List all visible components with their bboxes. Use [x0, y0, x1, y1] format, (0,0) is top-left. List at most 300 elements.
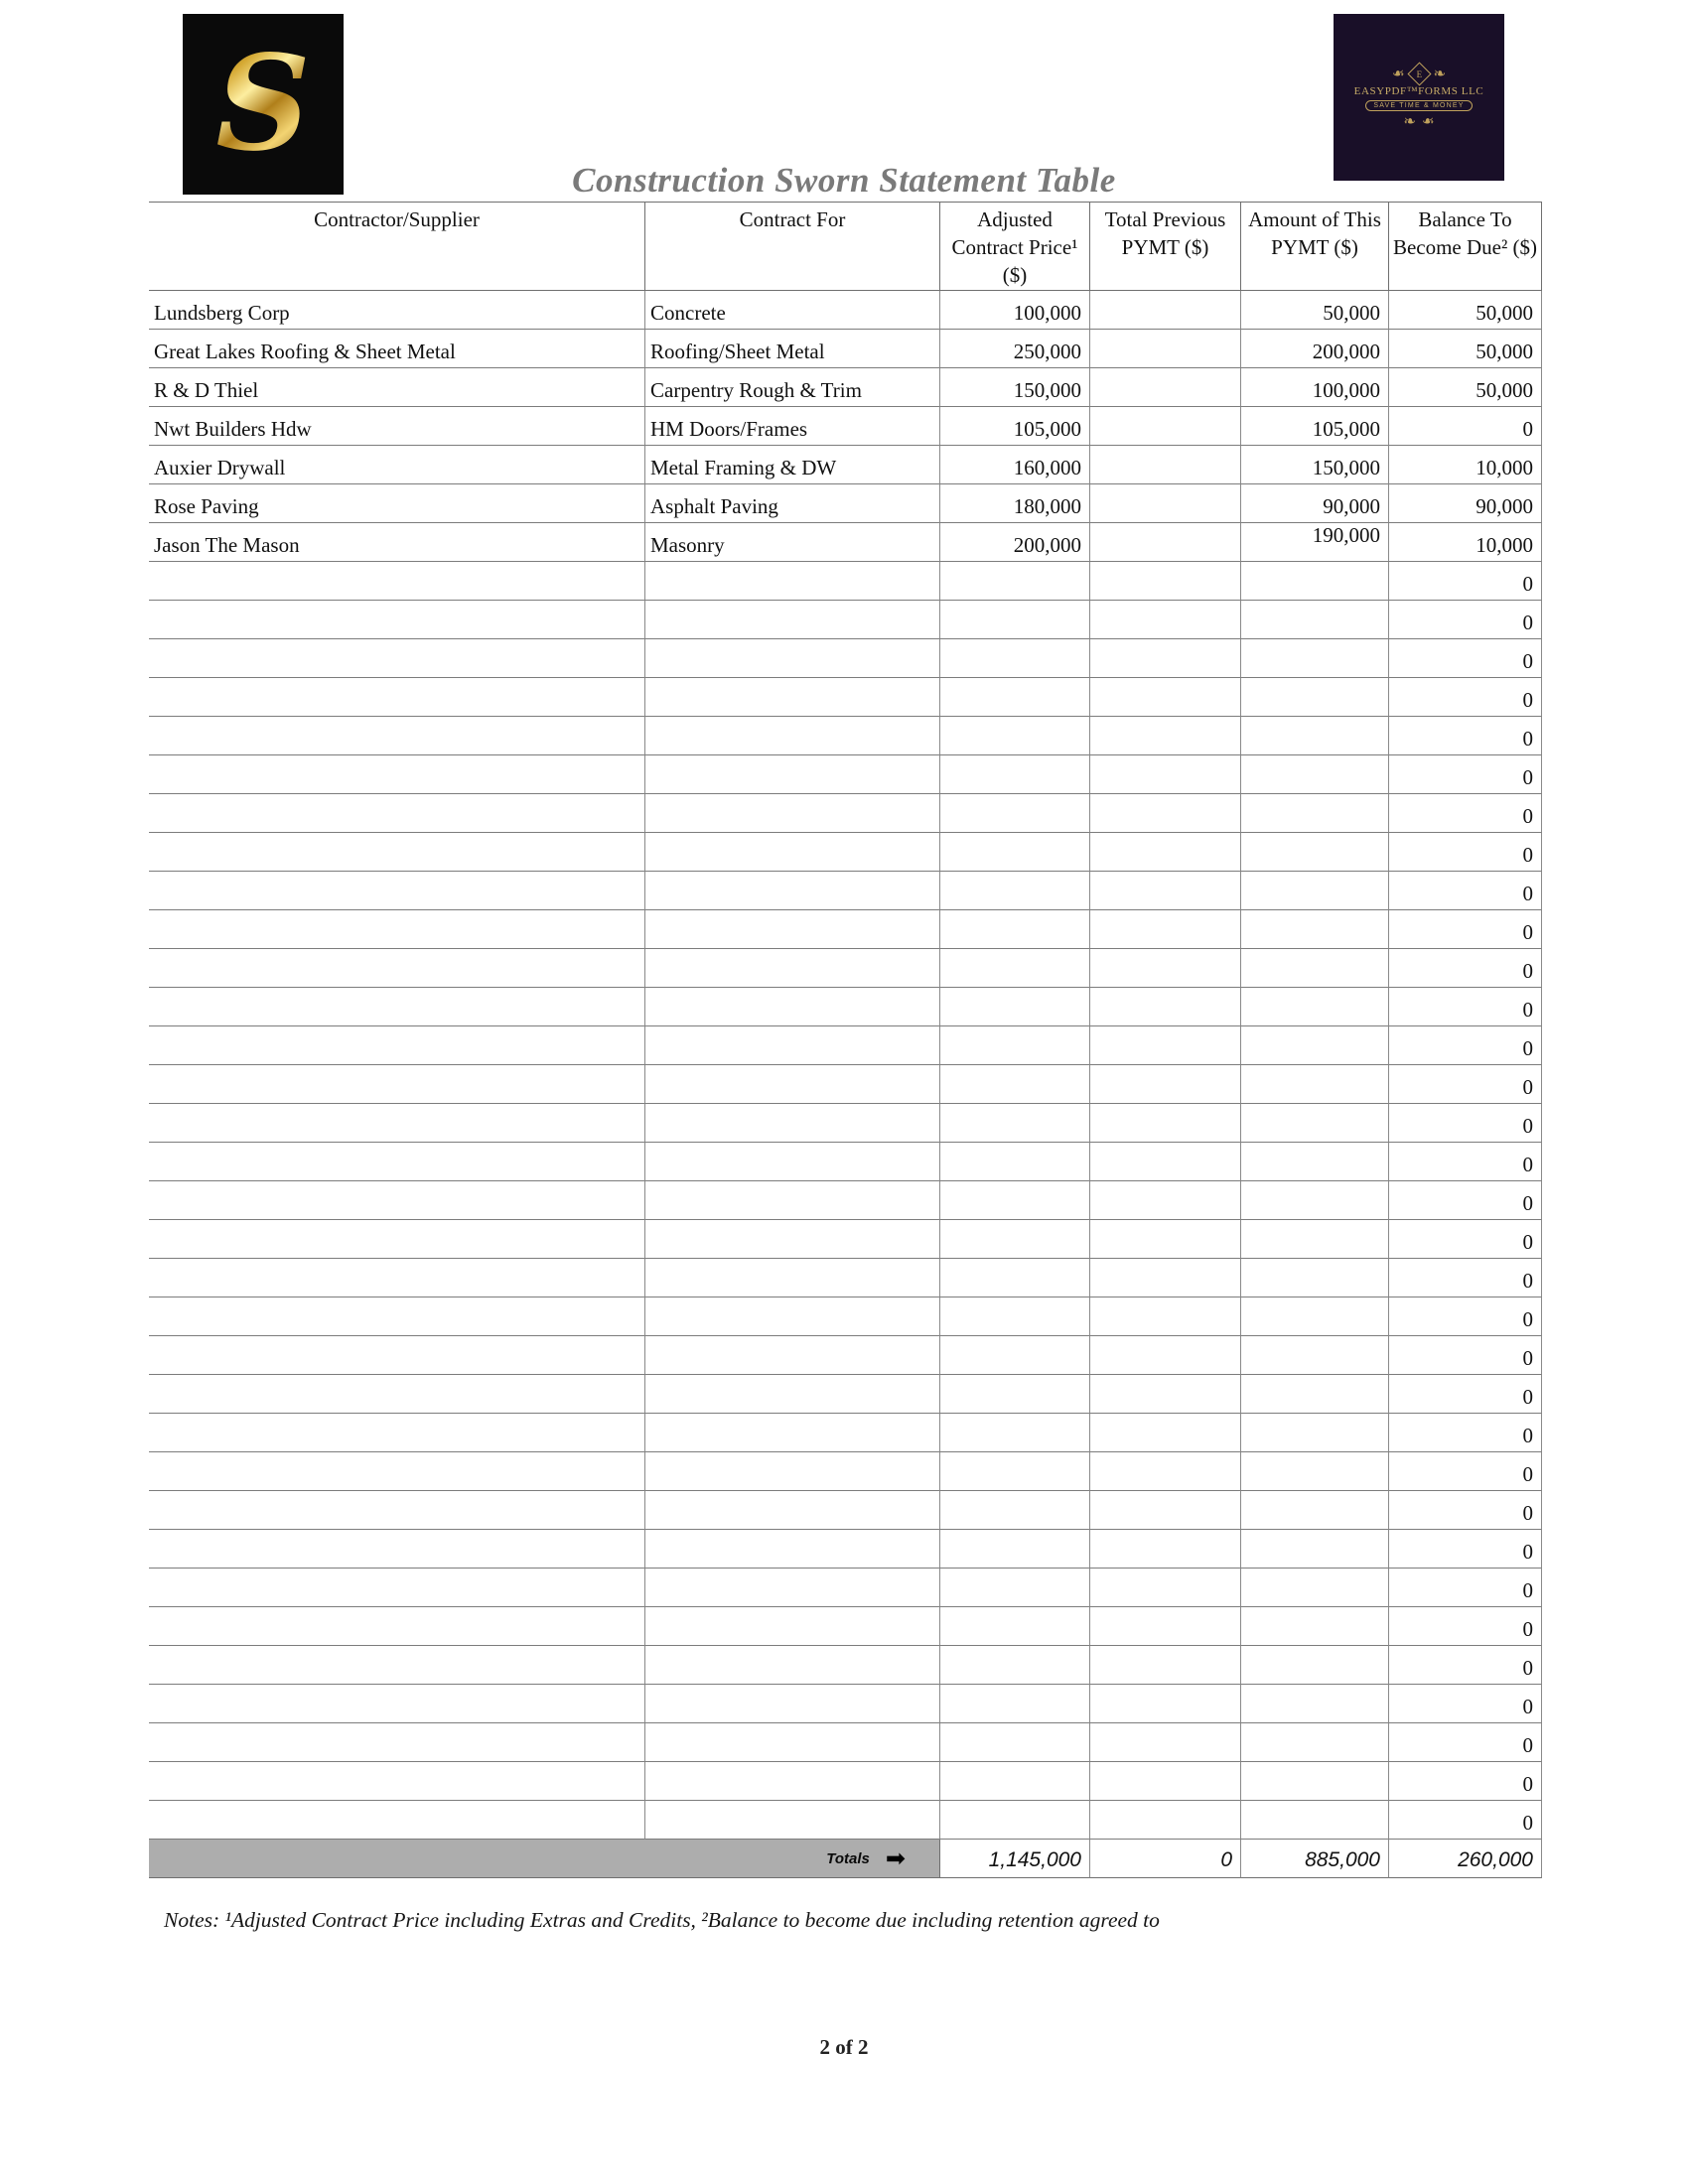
contractor-cell	[149, 1143, 645, 1181]
balance-due-cell: 0	[1389, 1801, 1542, 1840]
balance-due-cell: 10,000	[1389, 446, 1542, 484]
adjusted-price-cell	[940, 910, 1090, 949]
logo-tagline-banner: SAVE TIME & MONEY	[1365, 100, 1472, 111]
contract-for-cell	[645, 601, 940, 639]
balance-due-cell: 0	[1389, 755, 1542, 794]
previous-pymt-cell	[1090, 1607, 1241, 1646]
adjusted-price-cell	[940, 833, 1090, 872]
this-pymt-cell: 190,000	[1241, 523, 1389, 562]
balance-due-cell: 0	[1389, 988, 1542, 1026]
this-pymt-cell	[1241, 872, 1389, 910]
previous-pymt-cell	[1090, 368, 1241, 407]
contract-for-cell	[645, 639, 940, 678]
ornament-flourish-icon: ❧	[1433, 65, 1447, 82]
balance-due-cell: 0	[1389, 1375, 1542, 1414]
adjusted-price-cell: 150,000	[940, 368, 1090, 407]
this-pymt-cell	[1241, 717, 1389, 755]
previous-pymt-cell	[1090, 1065, 1241, 1104]
contractor-cell	[149, 1530, 645, 1569]
this-pymt-cell	[1241, 1452, 1389, 1491]
table-row	[149, 368, 1542, 407]
this-pymt-cell: 105,000	[1241, 407, 1389, 446]
totals-balance-due: 260,000	[1389, 1840, 1542, 1878]
adjusted-price-cell	[940, 678, 1090, 717]
table-header-row	[149, 203, 1542, 291]
adjusted-price-cell	[940, 1491, 1090, 1530]
this-pymt-cell: 200,000	[1241, 330, 1389, 368]
this-pymt-cell	[1241, 678, 1389, 717]
contractor-cell	[149, 1801, 645, 1840]
balance-due-cell: 0	[1389, 1026, 1542, 1065]
header-amount-of-this-pymt: Amount of This PYMT ($)	[1241, 203, 1389, 291]
previous-pymt-cell	[1090, 330, 1241, 368]
adjusted-price-cell: 100,000	[940, 291, 1090, 330]
this-pymt-cell	[1241, 1569, 1389, 1607]
footnotes: Notes: ¹Adjusted Contract Price including Extras and Credits, ²Balance to become due including retention agreed to	[164, 1908, 1160, 1932]
contract-for-cell	[645, 1569, 940, 1607]
contractor-cell	[149, 1569, 645, 1607]
previous-pymt-cell	[1090, 523, 1241, 562]
previous-pymt-cell	[1090, 601, 1241, 639]
table-row	[149, 1414, 1542, 1452]
contractor-cell	[149, 562, 645, 601]
contractor-cell	[149, 988, 645, 1026]
header-contract-for: Contract For	[645, 203, 940, 291]
adjusted-price-cell	[940, 1569, 1090, 1607]
previous-pymt-cell	[1090, 1801, 1241, 1840]
adjusted-price-cell	[940, 717, 1090, 755]
previous-pymt-cell	[1090, 1723, 1241, 1762]
balance-due-cell: 0	[1389, 1143, 1542, 1181]
table-row	[149, 1065, 1542, 1104]
balance-due-cell: 0	[1389, 1065, 1542, 1104]
table-body	[149, 291, 1542, 1840]
table-row	[149, 1026, 1542, 1065]
table-row	[149, 1143, 1542, 1181]
balance-due-cell: 0	[1389, 872, 1542, 910]
previous-pymt-cell	[1090, 717, 1241, 755]
balance-due-cell: 0	[1389, 1607, 1542, 1646]
contractor-cell	[149, 1491, 645, 1530]
header-adjusted-contract-price: Adjusted Contract Price¹ ($)	[940, 203, 1090, 291]
contract-for-cell	[645, 717, 940, 755]
contractor-cell	[149, 1414, 645, 1452]
this-pymt-cell	[1241, 988, 1389, 1026]
contractor-cell	[149, 949, 645, 988]
balance-due-cell: 0	[1389, 1491, 1542, 1530]
balance-due-cell: 0	[1389, 1762, 1542, 1801]
contract-for-cell	[645, 872, 940, 910]
contract-for-cell	[645, 1801, 940, 1840]
contract-for-cell: HM Doors/Frames	[645, 407, 940, 446]
table-row	[149, 794, 1542, 833]
previous-pymt-cell	[1090, 910, 1241, 949]
contractor-cell: Lundsberg Corp	[149, 291, 645, 330]
previous-pymt-cell	[1090, 1530, 1241, 1569]
balance-due-cell: 0	[1389, 910, 1542, 949]
table-row	[149, 1375, 1542, 1414]
previous-pymt-cell	[1090, 1104, 1241, 1143]
adjusted-price-cell	[940, 794, 1090, 833]
page-number: 2 of 2	[819, 2035, 869, 2059]
balance-due-cell: 0	[1389, 949, 1542, 988]
contractor-cell	[149, 1336, 645, 1375]
adjusted-price-cell	[940, 755, 1090, 794]
contract-for-cell	[645, 1607, 940, 1646]
balance-due-cell: 0	[1389, 1414, 1542, 1452]
totals-previous-pymt: 0	[1090, 1840, 1241, 1878]
right-arrow-icon: ➡	[885, 1844, 906, 1872]
contract-for-cell	[645, 1259, 940, 1297]
contractor-cell	[149, 717, 645, 755]
table-row	[149, 291, 1542, 330]
adjusted-price-cell: 200,000	[940, 523, 1090, 562]
contractor-cell: Jason The Mason	[149, 523, 645, 562]
sworn-statement-table	[149, 202, 1542, 1878]
balance-due-cell: 0	[1389, 833, 1542, 872]
contractor-cell	[149, 1685, 645, 1723]
this-pymt-cell	[1241, 1607, 1389, 1646]
previous-pymt-cell	[1090, 1026, 1241, 1065]
previous-pymt-cell	[1090, 1569, 1241, 1607]
this-pymt-cell	[1241, 794, 1389, 833]
contractor-cell: Great Lakes Roofing & Sheet Metal	[149, 330, 645, 368]
table-row	[149, 1452, 1542, 1491]
contract-for-cell: Masonry	[645, 523, 940, 562]
adjusted-price-cell	[940, 1143, 1090, 1181]
contract-for-cell	[645, 1646, 940, 1685]
header-balance-to-become-due: Balance To Become Due² ($)	[1389, 203, 1542, 291]
contractor-cell	[149, 678, 645, 717]
contract-for-cell: Carpentry Rough & Trim	[645, 368, 940, 407]
table-row	[149, 1181, 1542, 1220]
contract-for-cell	[645, 1336, 940, 1375]
this-pymt-cell	[1241, 910, 1389, 949]
contractor-cell	[149, 601, 645, 639]
balance-due-cell: 0	[1389, 1297, 1542, 1336]
contract-for-cell: Metal Framing & DW	[645, 446, 940, 484]
contract-for-cell	[645, 988, 940, 1026]
table-row	[149, 1259, 1542, 1297]
this-pymt-cell	[1241, 1297, 1389, 1336]
table-row	[149, 1104, 1542, 1143]
adjusted-price-cell	[940, 1297, 1090, 1336]
contractor-cell	[149, 910, 645, 949]
adjusted-price-cell	[940, 1336, 1090, 1375]
adjusted-price-cell	[940, 1259, 1090, 1297]
balance-due-cell: 0	[1389, 1530, 1542, 1569]
contract-for-cell	[645, 949, 940, 988]
contractor-cell	[149, 1646, 645, 1685]
this-pymt-cell	[1241, 1104, 1389, 1143]
contractor-cell: R & D Thiel	[149, 368, 645, 407]
table-row	[149, 755, 1542, 794]
previous-pymt-cell	[1090, 1220, 1241, 1259]
previous-pymt-cell	[1090, 1646, 1241, 1685]
previous-pymt-cell	[1090, 1685, 1241, 1723]
contractor-cell	[149, 1259, 645, 1297]
adjusted-price-cell: 250,000	[940, 330, 1090, 368]
adjusted-price-cell	[940, 1375, 1090, 1414]
balance-due-cell: 50,000	[1389, 368, 1542, 407]
adjusted-price-cell	[940, 1065, 1090, 1104]
this-pymt-cell	[1241, 1762, 1389, 1801]
balance-due-cell: 0	[1389, 601, 1542, 639]
contractor-cell	[149, 1104, 645, 1143]
balance-due-cell: 0	[1389, 1646, 1542, 1685]
this-pymt-cell: 150,000	[1241, 446, 1389, 484]
this-pymt-cell	[1241, 562, 1389, 601]
adjusted-price-cell	[940, 601, 1090, 639]
table-row	[149, 407, 1542, 446]
this-pymt-cell	[1241, 833, 1389, 872]
previous-pymt-cell	[1090, 1452, 1241, 1491]
this-pymt-cell	[1241, 1143, 1389, 1181]
ornament-flourish-icon: ❧	[1403, 112, 1416, 130]
contract-for-cell	[645, 1297, 940, 1336]
previous-pymt-cell	[1090, 484, 1241, 523]
this-pymt-cell	[1241, 1220, 1389, 1259]
balance-due-cell: 0	[1389, 717, 1542, 755]
this-pymt-cell	[1241, 1336, 1389, 1375]
table-row	[149, 1723, 1542, 1762]
previous-pymt-cell	[1090, 949, 1241, 988]
adjusted-price-cell	[940, 872, 1090, 910]
contract-for-cell	[645, 1065, 940, 1104]
contract-for-cell	[645, 1220, 940, 1259]
adjusted-price-cell	[940, 949, 1090, 988]
previous-pymt-cell	[1090, 1762, 1241, 1801]
contractor-cell	[149, 1297, 645, 1336]
previous-pymt-cell	[1090, 833, 1241, 872]
table-row	[149, 1607, 1542, 1646]
balance-due-cell: 0	[1389, 678, 1542, 717]
adjusted-price-cell	[940, 1801, 1090, 1840]
this-pymt-cell	[1241, 1026, 1389, 1065]
totals-label-cell	[149, 1840, 940, 1878]
previous-pymt-cell	[1090, 872, 1241, 910]
balance-due-cell: 50,000	[1389, 330, 1542, 368]
this-pymt-cell	[1241, 1723, 1389, 1762]
table-row	[149, 1685, 1542, 1723]
this-pymt-cell	[1241, 949, 1389, 988]
contractor-cell	[149, 1065, 645, 1104]
adjusted-price-cell	[940, 1026, 1090, 1065]
table-row	[149, 1336, 1542, 1375]
this-pymt-cell	[1241, 1685, 1389, 1723]
this-pymt-cell	[1241, 639, 1389, 678]
table-row	[149, 1646, 1542, 1685]
contract-for-cell	[645, 1491, 940, 1530]
adjusted-price-cell	[940, 988, 1090, 1026]
adjusted-price-cell	[940, 1220, 1090, 1259]
table-row	[149, 601, 1542, 639]
contract-for-cell	[645, 1452, 940, 1491]
this-pymt-cell	[1241, 1375, 1389, 1414]
balance-due-cell: 0	[1389, 1723, 1542, 1762]
table-row	[149, 1491, 1542, 1530]
table-row	[149, 484, 1542, 523]
contract-for-cell	[645, 1104, 940, 1143]
contractor-cell	[149, 1762, 645, 1801]
adjusted-price-cell	[940, 1181, 1090, 1220]
previous-pymt-cell	[1090, 755, 1241, 794]
balance-due-cell: 0	[1389, 562, 1542, 601]
contract-for-cell	[645, 1026, 940, 1065]
contract-for-cell	[645, 1143, 940, 1181]
page-title: Construction Sworn Statement Table	[572, 161, 1116, 200]
contractor-cell	[149, 1220, 645, 1259]
logo-top-ornament	[1392, 66, 1446, 82]
balance-due-cell: 0	[1389, 1181, 1542, 1220]
table-row	[149, 1297, 1542, 1336]
ornament-flourish-icon: ❧	[1391, 65, 1405, 82]
table-row	[149, 1801, 1542, 1840]
contractor-cell: Rose Paving	[149, 484, 645, 523]
totals-label: Totals	[826, 1849, 870, 1867]
balance-due-cell: 0	[1389, 1452, 1542, 1491]
contractor-cell	[149, 872, 645, 910]
table-row	[149, 562, 1542, 601]
adjusted-price-cell: 160,000	[940, 446, 1090, 484]
adjusted-price-cell	[940, 1685, 1090, 1723]
previous-pymt-cell	[1090, 1375, 1241, 1414]
contract-for-cell	[645, 794, 940, 833]
previous-pymt-cell	[1090, 291, 1241, 330]
contract-for-cell	[645, 1375, 940, 1414]
balance-due-cell: 0	[1389, 1259, 1542, 1297]
previous-pymt-cell	[1090, 446, 1241, 484]
table-row	[149, 717, 1542, 755]
contract-for-cell	[645, 678, 940, 717]
adjusted-price-cell	[940, 1530, 1090, 1569]
diamond-monogram-icon: E	[1407, 62, 1431, 85]
table-row	[149, 523, 1542, 562]
header-total-previous-pymt: Total Previous PYMT ($)	[1090, 203, 1241, 291]
balance-due-cell: 0	[1389, 1104, 1542, 1143]
contract-for-cell	[645, 1723, 940, 1762]
previous-pymt-cell	[1090, 678, 1241, 717]
header-contractor-supplier: Contractor/Supplier	[149, 203, 645, 291]
balance-due-cell: 0	[1389, 1220, 1542, 1259]
previous-pymt-cell	[1090, 562, 1241, 601]
balance-due-cell: 0	[1389, 1336, 1542, 1375]
adjusted-price-cell	[940, 639, 1090, 678]
previous-pymt-cell	[1090, 407, 1241, 446]
this-pymt-cell	[1241, 1181, 1389, 1220]
contractor-cell	[149, 833, 645, 872]
contract-for-cell: Asphalt Paving	[645, 484, 940, 523]
adjusted-price-cell	[940, 1452, 1090, 1491]
contract-for-cell	[645, 1414, 940, 1452]
previous-pymt-cell	[1090, 988, 1241, 1026]
contractor-cell	[149, 1607, 645, 1646]
contract-for-cell	[645, 1762, 940, 1801]
this-pymt-cell	[1241, 1491, 1389, 1530]
previous-pymt-cell	[1090, 1336, 1241, 1375]
adjusted-price-cell	[940, 1104, 1090, 1143]
previous-pymt-cell	[1090, 1414, 1241, 1452]
contractor-cell	[149, 755, 645, 794]
balance-due-cell: 10,000	[1389, 523, 1542, 562]
previous-pymt-cell	[1090, 1491, 1241, 1530]
contractor-cell	[149, 639, 645, 678]
contractor-cell: Nwt Builders Hdw	[149, 407, 645, 446]
contractor-cell	[149, 1452, 645, 1491]
this-pymt-cell	[1241, 1530, 1389, 1569]
table-row	[149, 1569, 1542, 1607]
adjusted-price-cell: 105,000	[940, 407, 1090, 446]
this-pymt-cell: 90,000	[1241, 484, 1389, 523]
contract-for-cell: Roofing/Sheet Metal	[645, 330, 940, 368]
gold-s-monogram-icon: S	[215, 27, 311, 181]
balance-due-cell: 0	[1389, 407, 1542, 446]
previous-pymt-cell	[1090, 1297, 1241, 1336]
adjusted-price-cell	[940, 1607, 1090, 1646]
this-pymt-cell	[1241, 1414, 1389, 1452]
logo-company-name: EASYPDF™FORMS LLC	[1353, 85, 1484, 97]
contractor-cell	[149, 1375, 645, 1414]
table-row	[149, 872, 1542, 910]
table-row	[149, 446, 1542, 484]
table-row	[149, 833, 1542, 872]
contract-for-cell	[645, 1530, 940, 1569]
table-row	[149, 1220, 1542, 1259]
balance-due-cell: 0	[1389, 794, 1542, 833]
adjusted-price-cell	[940, 1646, 1090, 1685]
contractor-cell	[149, 1181, 645, 1220]
contractor-cell: Auxier Drywall	[149, 446, 645, 484]
balance-due-cell: 50,000	[1389, 291, 1542, 330]
previous-pymt-cell	[1090, 1259, 1241, 1297]
contract-for-cell	[645, 910, 940, 949]
this-pymt-cell	[1241, 601, 1389, 639]
this-pymt-cell: 100,000	[1241, 368, 1389, 407]
table-row	[149, 330, 1542, 368]
previous-pymt-cell	[1090, 1143, 1241, 1181]
table-row	[149, 1762, 1542, 1801]
logo-bottom-ornament	[1403, 114, 1434, 129]
table-row	[149, 639, 1542, 678]
easypdf-forms-logo	[1334, 14, 1504, 181]
contractor-cell	[149, 1026, 645, 1065]
adjusted-price-cell	[940, 562, 1090, 601]
contract-for-cell	[645, 833, 940, 872]
this-pymt-cell	[1241, 1065, 1389, 1104]
balance-due-cell: 90,000	[1389, 484, 1542, 523]
this-pymt-cell	[1241, 1646, 1389, 1685]
contract-for-cell	[645, 1181, 940, 1220]
totals-row	[149, 1840, 1542, 1878]
adjusted-price-cell: 180,000	[940, 484, 1090, 523]
this-pymt-cell	[1241, 1259, 1389, 1297]
contract-for-cell	[645, 755, 940, 794]
adjusted-price-cell	[940, 1723, 1090, 1762]
contract-for-cell: Concrete	[645, 291, 940, 330]
adjusted-price-cell	[940, 1414, 1090, 1452]
this-pymt-cell	[1241, 755, 1389, 794]
previous-pymt-cell	[1090, 794, 1241, 833]
contract-for-cell	[645, 1685, 940, 1723]
balance-due-cell: 0	[1389, 1685, 1542, 1723]
totals-this-pymt: 885,000	[1241, 1840, 1389, 1878]
adjusted-price-cell	[940, 1762, 1090, 1801]
balance-due-cell: 0	[1389, 639, 1542, 678]
table-row	[149, 1530, 1542, 1569]
previous-pymt-cell	[1090, 1181, 1241, 1220]
table-row	[149, 988, 1542, 1026]
table-row	[149, 910, 1542, 949]
